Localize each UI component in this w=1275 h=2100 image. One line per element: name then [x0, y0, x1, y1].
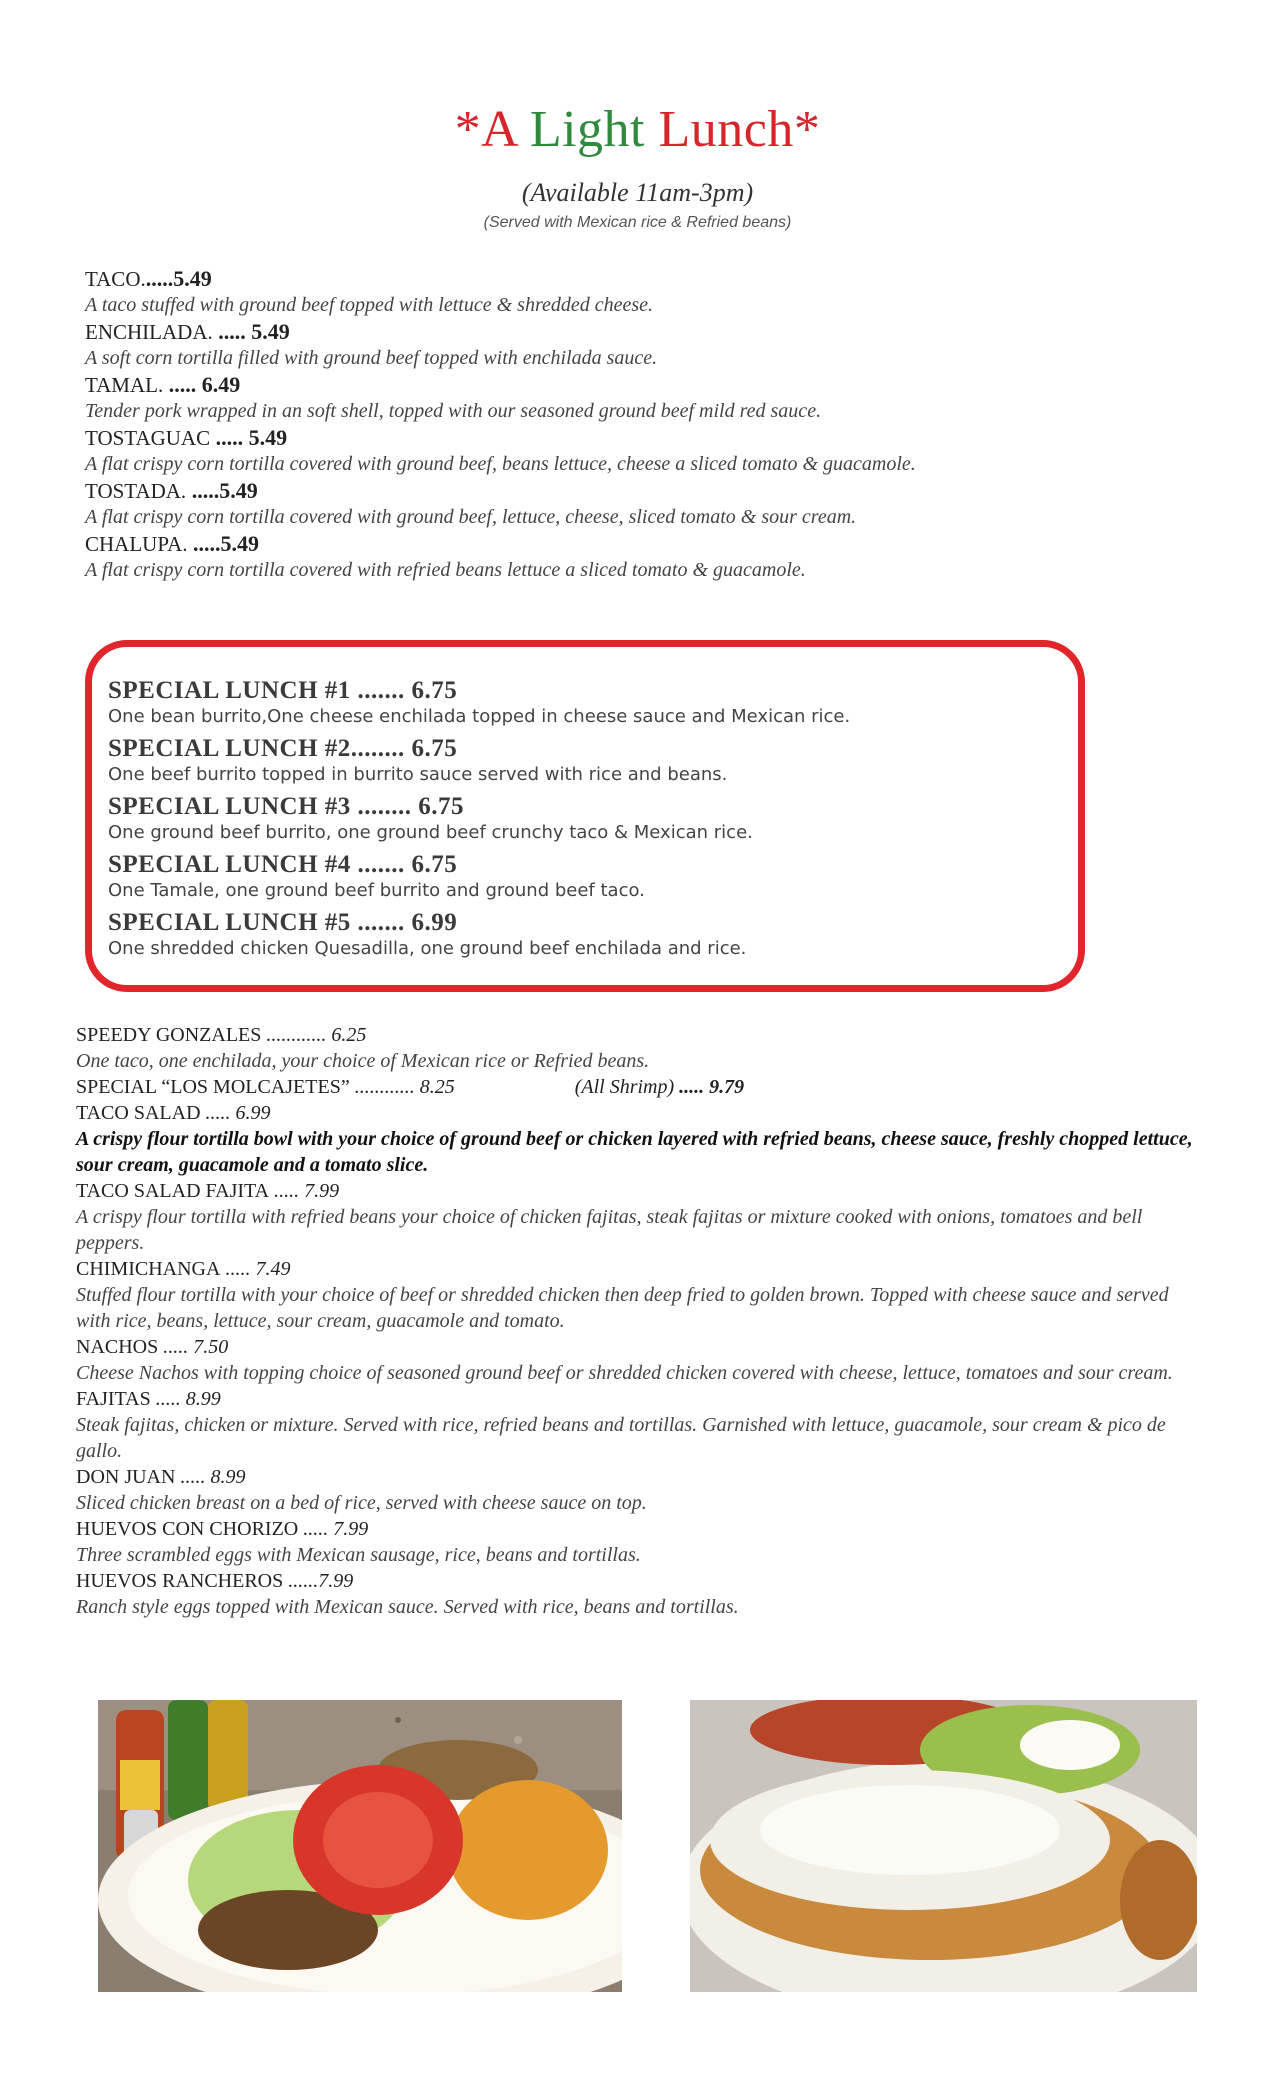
title-prefix: *A: [454, 101, 530, 158]
taco-plate-photo: [98, 1700, 622, 1992]
title-light: Light: [529, 101, 645, 158]
item-description: Ranch style eggs topped with Mexican sauce. Served with rice, beans and tortillas.: [76, 1596, 739, 1618]
item-name: TOSTAGUAC: [85, 426, 211, 450]
item-description: Sliced chicken breast on a bed of rice, served with cheese sauce on top.: [76, 1492, 647, 1514]
item-price: .....5.49: [145, 266, 212, 291]
served-with-note: (Served with Mexican rice & Refried beans): [483, 214, 792, 231]
item-name: NACHOS: [76, 1336, 159, 1358]
item-name: SPEEDY GONZALES: [76, 1024, 262, 1046]
special-lunch-3-desc: One ground beef burrito, one ground beef crunchy taco & Mexican rice.: [108, 822, 753, 843]
item-price: ..... 5.49: [210, 425, 288, 450]
menu-item-nachos: [76, 1334, 1206, 1386]
item-price: ..... 8.99: [175, 1466, 246, 1488]
item-description: One taco, one enchilada, your choice of Mexican rice or Refried beans.: [76, 1050, 650, 1072]
special-lunch-1-desc: One bean burrito,One cheese enchilada topped in cheese sauce and Mexican rice.: [108, 706, 851, 727]
item-name: CHIMICHANGA: [76, 1258, 221, 1280]
item-name: TACO SALAD FAJITA: [76, 1180, 270, 1202]
item-price: ..... 7.49: [220, 1258, 291, 1280]
special-lunch-5-title: SPECIAL LUNCH #5 ....... 6.99: [108, 909, 458, 936]
special-lunch-2-title: SPECIAL LUNCH #2........ 6.75: [108, 735, 458, 762]
special-lunch-4-title: SPECIAL LUNCH #4 ....... 6.75: [108, 851, 458, 878]
item-price: ......7.99: [283, 1570, 354, 1592]
item-price: ..... 5.49: [212, 319, 290, 344]
page-title: [0, 100, 1275, 159]
item-name: HUEVOS CON CHORIZO: [76, 1518, 299, 1540]
menu-item-tostada: [85, 478, 1145, 531]
main-menu-list: [76, 1022, 1206, 1620]
menu-item-fajitas: [76, 1386, 1206, 1464]
special-lunch-5-desc: One shredded chicken Quesadilla, one ground beef enchilada and rice.: [108, 938, 747, 959]
item-name: TOSTADA.: [85, 479, 187, 503]
special-lunch-box: [85, 640, 1085, 992]
chimichanga-plate-image: [690, 1700, 1197, 1992]
availability-text: (Available 11am-3pm): [521, 178, 754, 207]
menu-item-don-juan: [76, 1464, 1206, 1516]
item-name: FAJITAS: [76, 1388, 151, 1410]
item-name: TAMAL.: [85, 373, 164, 397]
item-description: A flat crispy corn tortilla covered with ground beef, lettuce, cheese, sliced tomato & sour cream.: [85, 506, 857, 528]
menu-item-speedy-gonzales: [76, 1022, 1206, 1074]
item-description: A flat crispy corn tortilla covered with refried beans lettuce a sliced tomato & guacamole.: [85, 559, 806, 581]
special-lunch-1-title: SPECIAL LUNCH #1 ....... 6.75: [108, 677, 458, 704]
taco-plate-image: [98, 1700, 622, 1992]
item-description: A crispy flour tortilla bowl with your choice of ground beef or chicken layered with refried beans, cheese sauce, freshly chopped lettuce, sour cream, guacamole and a tomato slice.: [76, 1128, 1193, 1176]
item-name: CHALUPA.: [85, 532, 188, 556]
item-name: ENCHILADA.: [85, 320, 213, 344]
item-price: ..... 8.99: [150, 1388, 221, 1410]
item-price: ..... 7.99: [298, 1518, 369, 1540]
menu-item-taco-salad-fajita: [76, 1178, 1206, 1256]
item-price: ..... 6.99: [200, 1102, 271, 1124]
menu-item-huevos-con-chorizo: [76, 1516, 1206, 1568]
menu-item-los-molcajetes: [76, 1074, 1206, 1100]
title-lunch: Lunch*: [645, 101, 821, 158]
item-name: SPECIAL “LOS MOLCAJETES”: [76, 1076, 350, 1098]
item-price: ............ 8.25: [349, 1076, 455, 1098]
item-description: A flat crispy corn tortilla covered with ground beef, beans lettuce, cheese a sliced tomato & guacamole.: [85, 453, 916, 475]
item-description: A taco stuffed with ground beef topped with lettuce & shredded cheese.: [85, 294, 654, 316]
menu-item-taco: [85, 266, 1145, 319]
item-name: TACO SALAD: [76, 1102, 201, 1124]
item-description: A crispy flour tortilla with refried beans your choice of chicken fajitas, steak fajitas or mixture cooked with onions, tomatoes and bell peppers.: [76, 1206, 1143, 1254]
item-description: Steak fajitas, chicken or mixture. Served with rice, refried beans and tortillas. Garnished with lettuce, guacamole, sour cream & pico de gallo.: [76, 1414, 1166, 1462]
item-price: ............ 6.25: [261, 1024, 367, 1046]
menu-item-huevos-rancheros: [76, 1568, 1206, 1620]
shrimp-label: (All Shrimp): [574, 1076, 675, 1098]
special-lunch-2-desc: One beef burrito topped in burrito sauce served with rice and beans.: [108, 764, 728, 785]
shrimp-price: ..... 9.79: [674, 1076, 745, 1098]
item-description: Tender pork wrapped in an soft shell, topped with our seasoned ground beef mild red sauce.: [85, 400, 822, 422]
item-name: HUEVOS RANCHEROS: [76, 1570, 284, 1592]
item-description: A soft corn tortilla filled with ground beef topped with enchilada sauce.: [85, 347, 658, 369]
item-price: ..... 6.49: [163, 372, 241, 397]
special-lunch-4-desc: One Tamale, one ground beef burrito and ground beef taco.: [108, 880, 645, 901]
menu-item-chalupa: [85, 531, 1145, 584]
light-lunch-list: [85, 266, 1145, 584]
item-price: .....5.49: [187, 531, 259, 556]
menu-item-taco-salad: [76, 1100, 1206, 1178]
item-price: ..... 7.50: [158, 1336, 229, 1358]
item-name: DON JUAN: [76, 1466, 176, 1488]
special-lunch-3-title: SPECIAL LUNCH #3 ........ 6.75: [108, 793, 465, 820]
item-name: TACO.: [85, 267, 146, 291]
chimichanga-plate-photo: [690, 1700, 1197, 1992]
item-price: .....5.49: [186, 478, 258, 503]
item-description: Three scrambled eggs with Mexican sausage, rice, beans and tortillas.: [76, 1544, 641, 1566]
menu-item-tostaguac: [85, 425, 1145, 478]
menu-item-chimichanga: [76, 1256, 1206, 1334]
menu-item-enchilada: [85, 319, 1145, 372]
item-description: Stuffed flour tortilla with your choice of beef or shredded chicken then deep fried to golden brown. Topped with cheese sauce and served with rice, beans, lettuce, sour cream, guacamole and tomato.: [76, 1284, 1169, 1332]
item-price: ..... 7.99: [269, 1180, 340, 1202]
item-description: Cheese Nachos with topping choice of seasoned ground beef or shredded chicken covered with cheese, lettuce, tomatoes and sour cream.: [76, 1362, 1173, 1384]
menu-item-tamal: [85, 372, 1145, 425]
